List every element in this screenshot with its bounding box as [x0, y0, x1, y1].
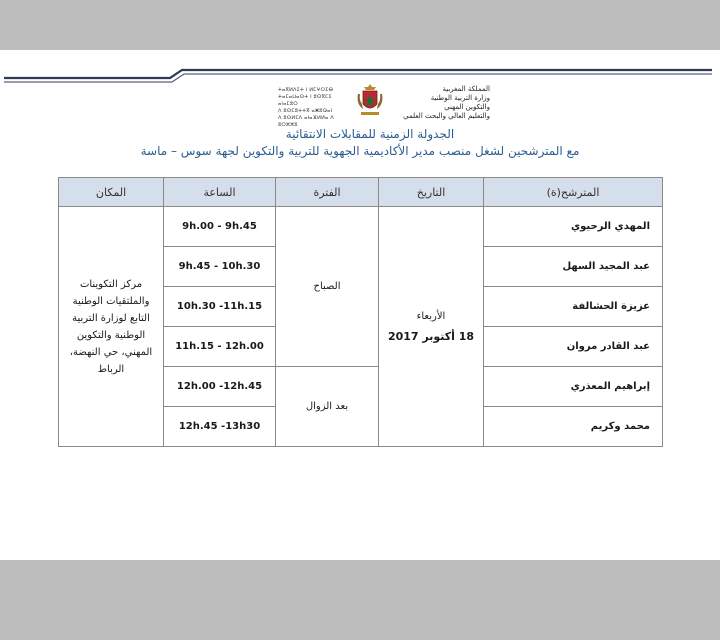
- ministry-line: ⴷ ⵓⵙⵎⵓⵜⵜⴳ ⴰⵥⵓⵕⴰⵏ: [278, 108, 333, 114]
- candidate-cell: المهدي الرحيوي: [484, 207, 663, 247]
- ministry-line: ⴷ ⵓⵙⵍⵎⴷ ⴰⵏⴰⴼⵍⵍⴰ ⴷ ⵓⵔⵣⵣⵓ: [278, 115, 334, 128]
- ministry-line: والتكوين المهني: [444, 103, 490, 111]
- top-gray-band: [0, 0, 720, 50]
- ministry-line: ⵜⴰⵎⴰⵡⴰⵙⵜ ⵏ ⵓⵙⴳⵎⵉ ⴰⵏⴰⵎⵓⵔ: [278, 94, 332, 107]
- ministry-line: المملكة المغربية: [442, 85, 490, 93]
- time-cell: 11h.15 - 12h.00: [164, 327, 276, 367]
- coat-of-arms-icon: [354, 82, 386, 118]
- candidate-cell: عبد المجيد السهل: [484, 247, 663, 287]
- place-cell: مركز التكوينات والملتقيات الوطنية التابع لوزارة التربية الوطنية والتكوين المهني، حي النهضة، الرباط: [59, 207, 164, 447]
- header-period: الفترة: [276, 178, 379, 207]
- candidate-cell: عزيزة الحشالفة: [484, 287, 663, 327]
- ministry-name-tifinagh: [278, 87, 348, 129]
- header-candidate: المترشح(ة): [484, 178, 663, 207]
- ministry-name-arabic: [402, 85, 490, 121]
- ministry-line: والتعليم العالي والبحث العلمي: [403, 112, 490, 120]
- date-full-wrap: [379, 330, 483, 343]
- date-full: 18 أكتوبر 2017: [387, 329, 475, 343]
- time-cell: 12h.45 -13h30: [164, 407, 276, 447]
- date-day: الأربعاء: [416, 310, 446, 322]
- ministry-line: ⵜⴰⴳⵍⴷⵉⵜ ⵏ ⵍⵎⵖⵔⵉⴱ: [278, 87, 334, 93]
- candidate-cell: محمد وكريم: [484, 407, 663, 447]
- candidate-cell: إبراهيم المعذري: [484, 367, 663, 407]
- time-cell: 10h.30 -11h.15: [164, 287, 276, 327]
- table-row: [59, 207, 663, 247]
- interview-schedule-table: [58, 177, 663, 447]
- ministry-line: وزارة التربية الوطنية: [430, 94, 490, 102]
- period-afternoon-cell: بعد الزوال: [276, 367, 379, 447]
- document-subtitle: مع المترشحين لشغل منصب مدير الأكاديمية الجهوية للتربية والتكوين لجهة سوس – ماسة: [140, 144, 580, 158]
- table-header-row: [59, 178, 663, 207]
- bottom-gray-band: [0, 560, 720, 640]
- date-cell: [379, 207, 484, 447]
- candidate-cell: عبد القادر مروان: [484, 327, 663, 367]
- header-date: التاريخ: [379, 178, 484, 207]
- document-title: الجدولة الزمنية للمقابلات الانتقائية: [285, 127, 455, 141]
- time-cell: 9h.00 - 9h.45: [164, 207, 276, 247]
- period-morning-cell: الصباح: [276, 207, 379, 367]
- time-cell: 9h.45 - 10h.30: [164, 247, 276, 287]
- time-cell: 12h.00 -12h.45: [164, 367, 276, 407]
- header-time: الساعة: [164, 178, 276, 207]
- header-place: المكان: [59, 178, 164, 207]
